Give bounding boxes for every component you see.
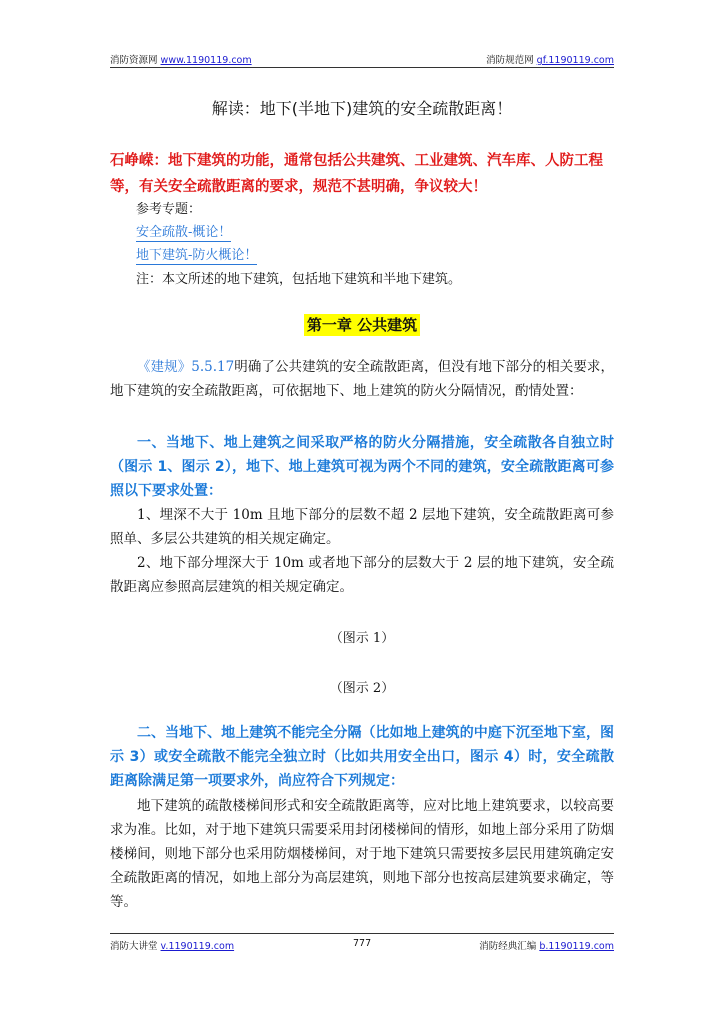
section-1-heading: 一、当地下、地上建筑之间采取严格的防火分隔措施，安全疏散各自独立时（图示 1、图示 2），地下、地上建筑可视为两个不同的建筑，安全疏散距离可参照以下要求处置： <box>110 435 614 499</box>
header-divider <box>110 67 614 68</box>
footer-left-label: 消防大讲堂 <box>110 941 158 952</box>
document-title: 解读：地下(半地下)建筑的安全疏散距离！ <box>211 99 513 118</box>
header-right <box>486 52 614 66</box>
code-citation[interactable]: 《建规》5.5.17 <box>137 359 235 375</box>
chapter-heading <box>0 314 724 335</box>
reference-link-1-text[interactable]: 安全疏散-概论！ <box>136 225 232 240</box>
list-item-2: 2、地下部分埋深大于 10m 或者地下部分的层数大于 2 层的地下建筑，安全疏散距离应参照高层建筑的相关规定确定。 <box>110 555 614 595</box>
scope-note: 注：本文所述的地下建筑，包括地下建筑和半地下建筑。 <box>136 272 462 287</box>
header-right-label: 消防规范网 <box>486 55 534 66</box>
paragraph-intro-text: 明确了公共建筑的安全疏散距离，但没有地下部分的相关要求，地下建筑的安全疏散距离，可依据地下、地上建筑的防火分隔情况，酌情处置： <box>110 359 614 399</box>
footer-divider <box>110 933 614 934</box>
paragraph-comparison: 地下建筑的疏散楼梯间形式和安全疏散距离等，应对比地上建筑要求，以较高要求为准。比如，对于地下建筑只需要采用封闭楼梯间的情形，如地上部分采用了防烟楼梯间，则地下部分也采用防烟楼梯间，对于地下建筑只需要按多层民用建筑确定安全疏散距离的情况，如地上部分为高层建筑，则地下部分也按高层建筑要求确定，等等。 <box>110 798 614 910</box>
header-right-link[interactable]: gf.1190119.com <box>536 55 614 66</box>
intro-red-paragraph: 石峥嵘：地下建筑的功能，通常包括公共建筑、工业建筑、汽车库、人防工程等，有关安全疏散距离的要求，规范不甚明确，争议较大！ <box>110 153 603 195</box>
paragraph-intro <box>110 355 614 403</box>
footer-right-label: 消防经典汇编 <box>479 941 537 952</box>
page-header <box>110 52 614 66</box>
footer-right-link[interactable]: b.1190119.com <box>539 941 614 952</box>
list-item-1: 1、埋深不大于 10m 且地下部分的层数不超 2 层地下建筑，安全疏散距离可参照单、多层公共建筑的相关规定确定。 <box>110 507 614 547</box>
page-number: 777 <box>353 938 372 949</box>
header-left <box>110 52 252 66</box>
header-left-link[interactable]: www.1190119.com <box>160 55 252 66</box>
page-footer <box>110 938 614 952</box>
reference-link-1[interactable] <box>136 223 231 243</box>
figure-1-caption: （图示 1） <box>329 631 395 646</box>
figure-2-caption: （图示 2） <box>329 681 395 696</box>
footer-left <box>110 938 234 952</box>
footer-right <box>479 938 614 952</box>
reference-link-2[interactable] <box>136 246 257 266</box>
reference-link-2-text[interactable]: 地下建筑-防火概论！ <box>136 248 258 263</box>
references-label: 参考专题： <box>136 202 202 217</box>
header-left-label: 消防资源网 <box>110 55 158 66</box>
chapter-title: 第一章 公共建筑 <box>304 314 420 336</box>
section-2-heading: 二、当地下、地上建筑不能完全分隔（比如地上建筑的中庭下沉至地下室，图示 3）或安全疏散不能完全独立时（比如共用安全出口，图示 4）时，安全疏散距离除满足第一项要求外，尚应符合下列规定： <box>110 725 614 789</box>
footer-left-link[interactable]: v.1190119.com <box>160 941 235 952</box>
